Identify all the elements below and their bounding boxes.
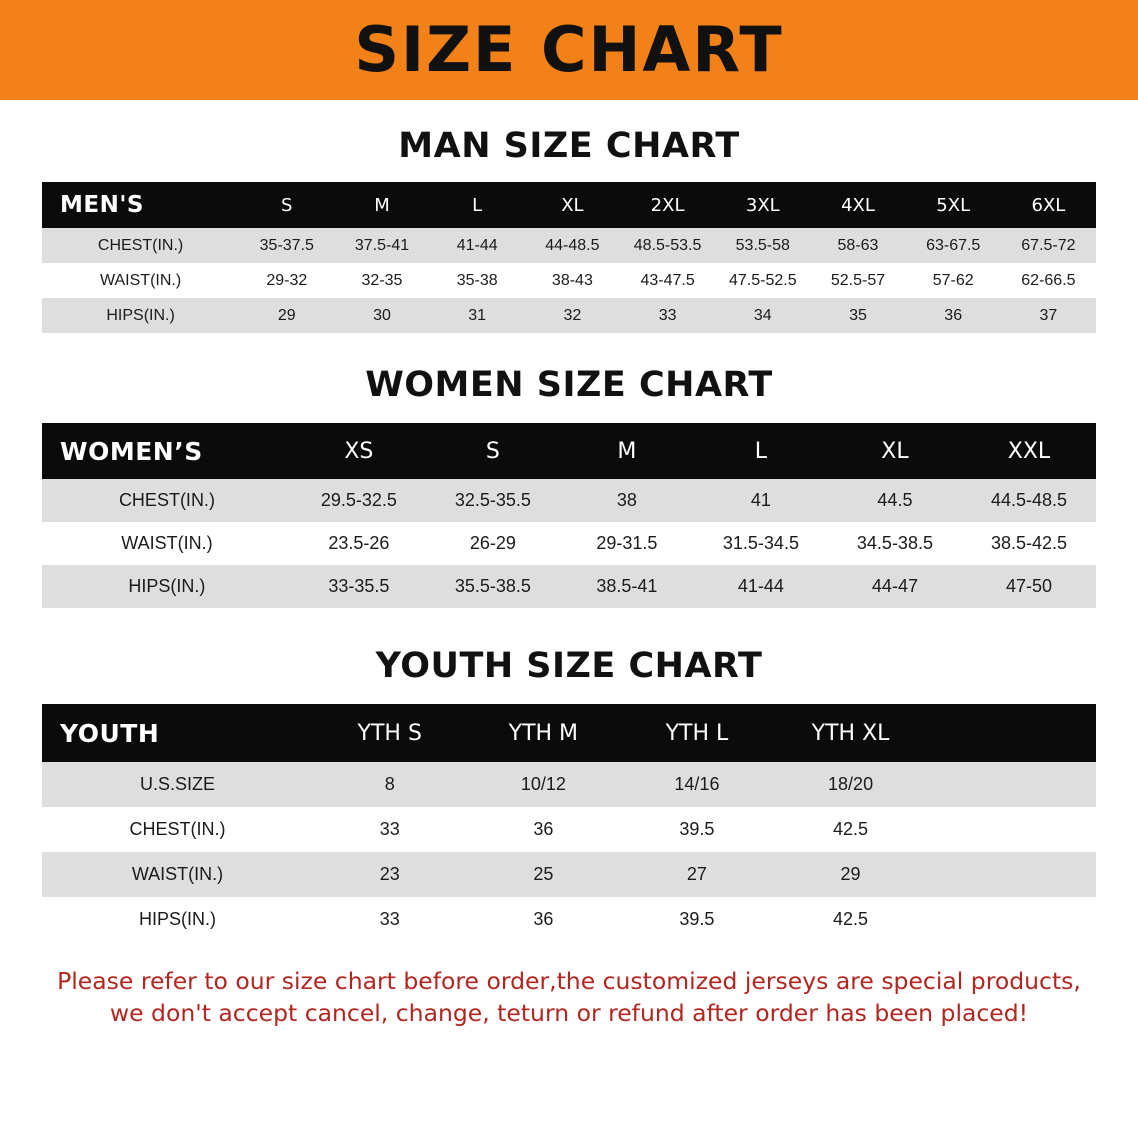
man-col-8: 5XL: [936, 194, 971, 216]
table-cell: 41: [750, 490, 771, 510]
policy-note-line2: we don't accept cancel, change, teturn or refund after order has been placed!: [109, 998, 1029, 1027]
table-cell: 42.5: [833, 909, 869, 929]
table-cell: 31.5-34.5: [722, 533, 799, 553]
table-cell: 34.5-38.5: [856, 533, 933, 553]
table-cell: 44.5-48.5: [990, 490, 1067, 510]
man-col-9: 6XL: [1031, 194, 1066, 216]
women-col-5: XL: [881, 438, 909, 464]
women-section-title: WOMEN SIZE CHART: [365, 365, 773, 405]
women-col-2: S: [485, 438, 500, 464]
youth-size-table: [42, 704, 1096, 942]
page-title: SIZE CHART: [354, 13, 784, 86]
man-table-wrap: [42, 182, 1096, 333]
table-cell: 36: [533, 819, 554, 839]
women-row-label-waist: WAIST(IN.): [121, 533, 213, 553]
youth-col-1: YTH S: [357, 720, 422, 746]
women-row-label-chest: CHEST(IN.): [118, 490, 215, 510]
table-row: [42, 522, 1096, 565]
table-cell: 32-35: [361, 271, 403, 289]
table-cell: 29-31.5: [596, 533, 658, 553]
table-header-row: [42, 182, 1096, 228]
table-cell: 41-44: [456, 236, 498, 254]
man-row-label-hips: HIPS(IN.): [106, 306, 175, 324]
table-cell: 44-47: [871, 576, 918, 596]
youth-row-label-waist: WAIST(IN.): [131, 864, 224, 884]
table-header-row: [42, 704, 1096, 762]
table-header-row: [42, 423, 1096, 479]
man-row-label-chest: CHEST(IN.): [97, 236, 184, 254]
women-table-body: [42, 479, 1096, 608]
table-row: [42, 762, 1096, 807]
table-cell: 14/16: [674, 774, 720, 794]
youth-table-wrap: [42, 704, 1096, 942]
table-cell: 41-44: [737, 576, 784, 596]
youth-row-label-chest: CHEST(IN.): [129, 819, 226, 839]
table-cell: 23.5-26: [328, 533, 390, 553]
table-row: [42, 298, 1096, 333]
table-row: [42, 263, 1096, 298]
man-col-5: 2XL: [650, 194, 685, 216]
table-cell: 26-29: [469, 533, 516, 553]
table-cell: 44-48.5: [545, 236, 600, 254]
policy-note-line1: Please refer to our size chart before order,the customized jerseys are special products,: [57, 967, 1081, 995]
table-cell: 31: [468, 306, 487, 324]
table-row: [42, 228, 1096, 263]
man-corner-label: MEN'S: [60, 192, 144, 218]
man-col-3: L: [472, 194, 483, 216]
table-cell: 37.5-41: [354, 236, 410, 254]
table-row: [42, 565, 1096, 608]
youth-col-2: YTH M: [508, 720, 579, 746]
youth-table-head: [42, 704, 1096, 762]
table-row: [42, 897, 1096, 942]
table-cell: 25: [533, 864, 554, 884]
women-size-table: [42, 423, 1096, 608]
table-cell-empty: [927, 852, 1096, 897]
table-cell-empty: [927, 897, 1096, 942]
table-cell: 48.5-53.5: [633, 236, 702, 254]
table-cell: 36: [944, 306, 963, 324]
policy-note: [40, 966, 1098, 1029]
table-cell: 29: [840, 864, 861, 884]
man-table-body: [42, 228, 1096, 333]
table-cell-empty: [927, 807, 1096, 852]
women-col-3: M: [617, 438, 637, 464]
table-cell: 47-50: [1005, 576, 1052, 596]
women-table-wrap: [42, 423, 1096, 608]
man-col-2: M: [374, 194, 390, 216]
table-cell: 23: [379, 864, 400, 884]
table-cell: 27: [686, 864, 707, 884]
table-cell: 39.5: [679, 819, 715, 839]
table-cell: 37: [1039, 306, 1058, 324]
table-row: [42, 479, 1096, 522]
table-row: [42, 852, 1096, 897]
table-cell: 38: [616, 490, 637, 510]
man-col-6: 3XL: [745, 194, 780, 216]
table-cell: 39.5: [679, 909, 715, 929]
table-cell: 33-35.5: [328, 576, 390, 596]
table-cell: 18/20: [828, 774, 874, 794]
table-cell: 43-47.5: [640, 271, 695, 289]
table-cell: 35: [849, 306, 867, 324]
table-cell: 34: [753, 306, 772, 324]
women-col-1: XS: [344, 438, 374, 464]
table-cell: 29.5-32.5: [320, 490, 397, 510]
table-cell: 29-32: [266, 271, 308, 289]
youth-corner-label: YOUTH: [60, 718, 160, 748]
table-cell: 30: [373, 306, 391, 324]
table-cell: 38.5-41: [596, 576, 658, 596]
man-section-title: MAN SIZE CHART: [398, 126, 740, 166]
youth-col-spacer: [927, 704, 1096, 762]
table-cell: 63-67.5: [926, 236, 981, 254]
table-cell: 53.5-58: [735, 236, 790, 254]
table-cell: 29: [277, 306, 296, 324]
youth-table-body: [42, 762, 1096, 942]
table-cell: 44.5: [877, 490, 913, 510]
table-cell: 32: [563, 306, 582, 324]
table-cell: 38.5-42.5: [990, 533, 1067, 553]
man-col-4: XL: [561, 194, 584, 216]
youth-row-label-ussize: U.S.SIZE: [139, 774, 215, 794]
women-col-4: L: [754, 438, 768, 464]
table-cell: 32.5-35.5: [454, 490, 531, 510]
youth-col-4: YTH XL: [811, 720, 890, 746]
man-row-label-waist: WAIST(IN.): [100, 271, 182, 289]
women-col-6: XXL: [1007, 438, 1051, 464]
table-cell: 33: [658, 306, 677, 324]
man-size-table: [42, 182, 1096, 333]
women-corner-label: WOMEN’S: [60, 436, 203, 466]
youth-section-title: YOUTH SIZE CHART: [375, 646, 763, 686]
table-cell: 52.5-57: [830, 271, 886, 289]
table-cell: 33: [379, 909, 400, 929]
table-cell-empty: [927, 762, 1096, 807]
table-cell: 35.5-38.5: [454, 576, 531, 596]
women-table-head: [42, 423, 1096, 479]
youth-col-3: YTH L: [665, 720, 729, 746]
man-table-head: [42, 182, 1096, 228]
table-cell: 35-38: [456, 271, 498, 289]
table-cell: 8: [384, 774, 395, 794]
table-cell: 38-43: [551, 271, 593, 289]
table-cell: 57-62: [932, 271, 974, 289]
table-cell: 67.5-72: [1021, 236, 1076, 254]
table-cell: 35-37.5: [259, 236, 314, 254]
table-row: [42, 807, 1096, 852]
youth-row-label-hips: HIPS(IN.): [138, 909, 216, 929]
man-col-1: S: [281, 194, 293, 216]
table-cell: 62-66.5: [1021, 271, 1076, 289]
table-cell: 33: [379, 819, 400, 839]
table-cell: 42.5: [833, 819, 869, 839]
table-cell: 36: [533, 909, 554, 929]
table-cell: 58-63: [837, 236, 879, 254]
page-banner: [0, 0, 1138, 100]
women-row-label-hips: HIPS(IN.): [128, 576, 206, 596]
table-cell: 47.5-52.5: [728, 271, 797, 289]
man-col-7: 4XL: [841, 194, 875, 216]
table-cell: 10/12: [520, 774, 566, 794]
